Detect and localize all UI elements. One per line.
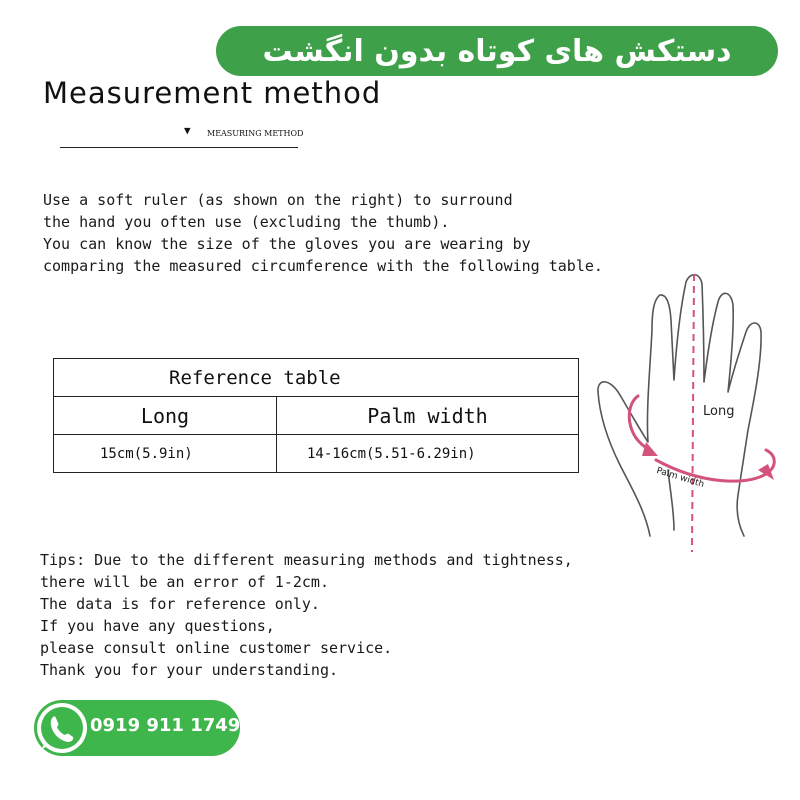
page-title: Measurement method	[43, 76, 382, 110]
banner-text: دستکش های کوتاه بدون انگشت	[262, 33, 732, 69]
table-title: Reference table	[54, 359, 579, 397]
intro-text	[43, 189, 603, 277]
intro-line: You can know the size of the gloves you are wearing by	[43, 235, 531, 253]
triangle-down-icon: ▼	[184, 124, 191, 137]
tips-line: Tips: Due to the different measuring methods and tightness,	[40, 551, 573, 569]
column-header-palm-width: Palm width	[277, 397, 579, 435]
intro-line: Use a soft ruler (as shown on the right) to surround	[43, 191, 513, 209]
palm-width-label: Palm width	[655, 466, 706, 491]
column-header-long: Long	[54, 397, 277, 435]
divider	[60, 147, 298, 148]
section-subtitle: MEASURING METHOD	[207, 129, 304, 138]
table-cell-palm-width: 14-16cm(5.51-6.29in)	[277, 435, 579, 473]
intro-line: comparing the measured circumference with the following table.	[43, 257, 603, 275]
long-label: Long	[703, 404, 735, 419]
title-banner	[216, 26, 778, 76]
tips-line: The data is for reference only.	[40, 595, 320, 613]
contact-button[interactable]	[34, 700, 240, 756]
tips-line: Thank you for your understanding.	[40, 661, 339, 679]
table-row	[54, 435, 579, 473]
table-cell-long: 15cm(5.9in)	[54, 435, 277, 473]
whatsapp-icon	[34, 700, 90, 756]
hand-outline-icon	[590, 270, 790, 560]
reference-table	[53, 358, 579, 473]
phone-number: 0919 911 1749	[90, 715, 241, 736]
table-title-row	[54, 359, 579, 397]
tips-text	[40, 549, 573, 681]
table-header-row	[54, 397, 579, 435]
intro-line: the hand you often use (excluding the thumb).	[43, 213, 450, 231]
tips-line: If you have any questions,	[40, 617, 275, 635]
tips-line: please consult online customer service.	[40, 639, 393, 657]
tips-line: there will be an error of 1-2cm.	[40, 573, 329, 591]
